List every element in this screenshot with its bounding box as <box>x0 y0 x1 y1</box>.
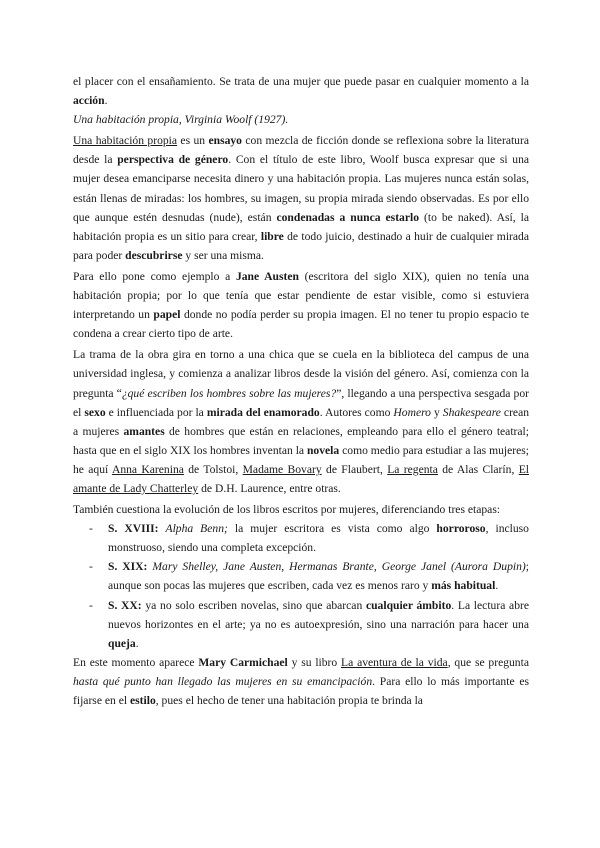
bold-term: condenadas a nunca estarlo <box>276 210 420 224</box>
text: ya no solo escriben novelas, sino que abarcan <box>141 598 366 612</box>
text: , que se pregunta <box>447 655 529 669</box>
text: , incluso monstruoso, siendo una completa excepción. <box>108 522 529 555</box>
list-item <box>73 519 529 557</box>
bold-term: estilo <box>129 694 156 707</box>
section-heading <box>73 110 529 129</box>
text: como medio para estudiar a las mujeres; he aquí <box>73 443 529 476</box>
text: . Para ello lo más importante es fijarse en el <box>73 674 529 707</box>
bold-term: horroroso <box>436 522 486 536</box>
book-title: El amante de Lady Chatterley <box>73 462 529 495</box>
era-label: S. XVIII: <box>108 522 159 536</box>
text: de todo juicio, destinado a huir de cualquier mirada para poder <box>73 229 529 262</box>
text: ”, llegando a una perspectiva sesgada por el <box>73 386 529 419</box>
text: En este momento aparece <box>73 655 199 669</box>
text: Para ello pone como ejemplo a <box>73 269 236 283</box>
author-name: Homero <box>393 405 431 419</box>
book-title: Una habitación propia <box>73 134 178 148</box>
bold-term: perspectiva de género <box>117 153 229 167</box>
text: con mezcla de ficción donde se reflexiona sobre la literatura desde la <box>73 134 529 167</box>
paragraph-evolution: También cuestiona la evolución de los libros escritos por mujeres, diferenciando tres etapas: <box>73 503 501 517</box>
bold-term: queja <box>108 636 136 650</box>
text: de D.H. Laurence, entre otras. <box>198 481 341 495</box>
bold-term: más habitual <box>431 579 496 593</box>
text: , pues el hecho de tener una habitación propia te brinda la <box>155 694 423 707</box>
text: la mujer escritora es vista como algo <box>227 522 437 536</box>
text: . La lectura abre nuevos horizontes en el arte; ya no es autoexpresión, sino una narración para hacer una <box>108 598 530 631</box>
list-item <box>73 596 529 653</box>
bold-term: descubrirse <box>125 248 183 262</box>
era-label: S. XIX: <box>108 560 148 574</box>
text: La trama de la obra gira en torno a una chica que se cuela en la biblioteca del campus de una universidad inglesa, y comienza a analizar libros desde la visión del género. Así, comienza con la pregunta “ <box>73 348 529 400</box>
dash-bullet: - <box>89 560 93 574</box>
paragraph-intro <box>73 72 529 110</box>
list-item <box>73 557 529 595</box>
text: de Flaubert, <box>321 462 388 476</box>
bold-term: cualquier ámbito <box>365 598 452 612</box>
bold-term: libre <box>260 229 284 243</box>
bold-term: mirada del enamorado <box>206 405 320 419</box>
dash-bullet: - <box>89 598 93 612</box>
heading-text: Una habitación propia, Virginia Woolf (1927). <box>73 113 289 127</box>
bold-term: Jane Austen <box>235 269 299 283</box>
paragraph-essay <box>73 131 529 265</box>
text: y <box>430 405 443 419</box>
paragraph-carmichael <box>73 653 529 710</box>
author-name: Mary Shelley, Jane Austen, Hermanas Brante, George Janel (Aurora Dupin) <box>152 560 526 574</box>
author-name: Shakespeare <box>442 405 501 419</box>
book-title: La regenta <box>387 462 438 476</box>
book-title: La aventura de la vida <box>341 655 448 669</box>
text: ; aunque son pocas las mujeres que escriben, cada vez es menos raro y <box>108 560 529 593</box>
bold-term: sexo <box>84 405 106 419</box>
era-label: S. XX: <box>108 598 142 612</box>
text: de hombres que están en relaciones, empleando para ello el género teatral; hasta que en el siglo XIX los hombres inventan la <box>73 424 529 457</box>
bold-term: papel <box>153 308 181 322</box>
text: . <box>104 94 108 108</box>
book-title: Madame Bovary <box>242 462 322 476</box>
text: y su libro <box>287 655 342 669</box>
italic-quote: ¿qué escriben los hombres sobre las mujeres? <box>121 386 337 400</box>
eras-list <box>73 519 529 653</box>
bold-term: ensayo <box>208 134 242 148</box>
text: de Alas Clarín, <box>437 462 519 476</box>
book-title: Anna Karenina <box>111 462 184 476</box>
text: e influenciada por la <box>105 405 207 419</box>
text: de Tolstoi, <box>183 462 243 476</box>
text: el placer con el ensañamiento. Se trata de una mujer que puede pasar en cualquier momento a la <box>73 75 529 88</box>
text: crean a mujeres <box>73 405 530 438</box>
bold-term: novela <box>306 443 340 457</box>
text: . <box>135 636 139 650</box>
bold-term: acción <box>73 94 105 108</box>
text: donde no podía perder su propia imagen. El no tener tu propio espacio te condena a crear cierto tipo de arte. <box>73 308 530 341</box>
document-page <box>73 72 529 712</box>
text: (escritora del siglo XIX), quien no tenía una habitación propia; por lo que tenía que estar pendiente de estar visible, como si estuviera interpretando un <box>73 269 529 322</box>
text: (to be naked). Así, la habitación propia es un sitio para crear, <box>73 210 529 243</box>
bold-term: amantes <box>123 424 165 438</box>
paragraph-austen <box>73 267 529 343</box>
text: . Con el título de este libro, Woolf busca expresar que si una mujer desea emanciparse necesita dinero y una habitación propia. Las mujeres nunca están solas, están llenas de miradas: los hombres, su imagen, su propia mirada siendo observadas. Es por ello que aunque estén desnudas (nude), están <box>73 153 530 224</box>
paragraph-plot <box>73 345 529 498</box>
dash-bullet: - <box>89 522 93 536</box>
bold-term: Mary Carmichael <box>198 655 288 669</box>
text: . <box>495 579 499 593</box>
text: es un <box>177 134 209 148</box>
text: . Autores como <box>319 405 394 419</box>
italic-quote: hasta qué punto han llegado las mujeres en su emancipación <box>73 674 373 688</box>
author-name: Alpha Benn; <box>165 522 228 536</box>
text: y ser una misma. <box>182 248 264 262</box>
